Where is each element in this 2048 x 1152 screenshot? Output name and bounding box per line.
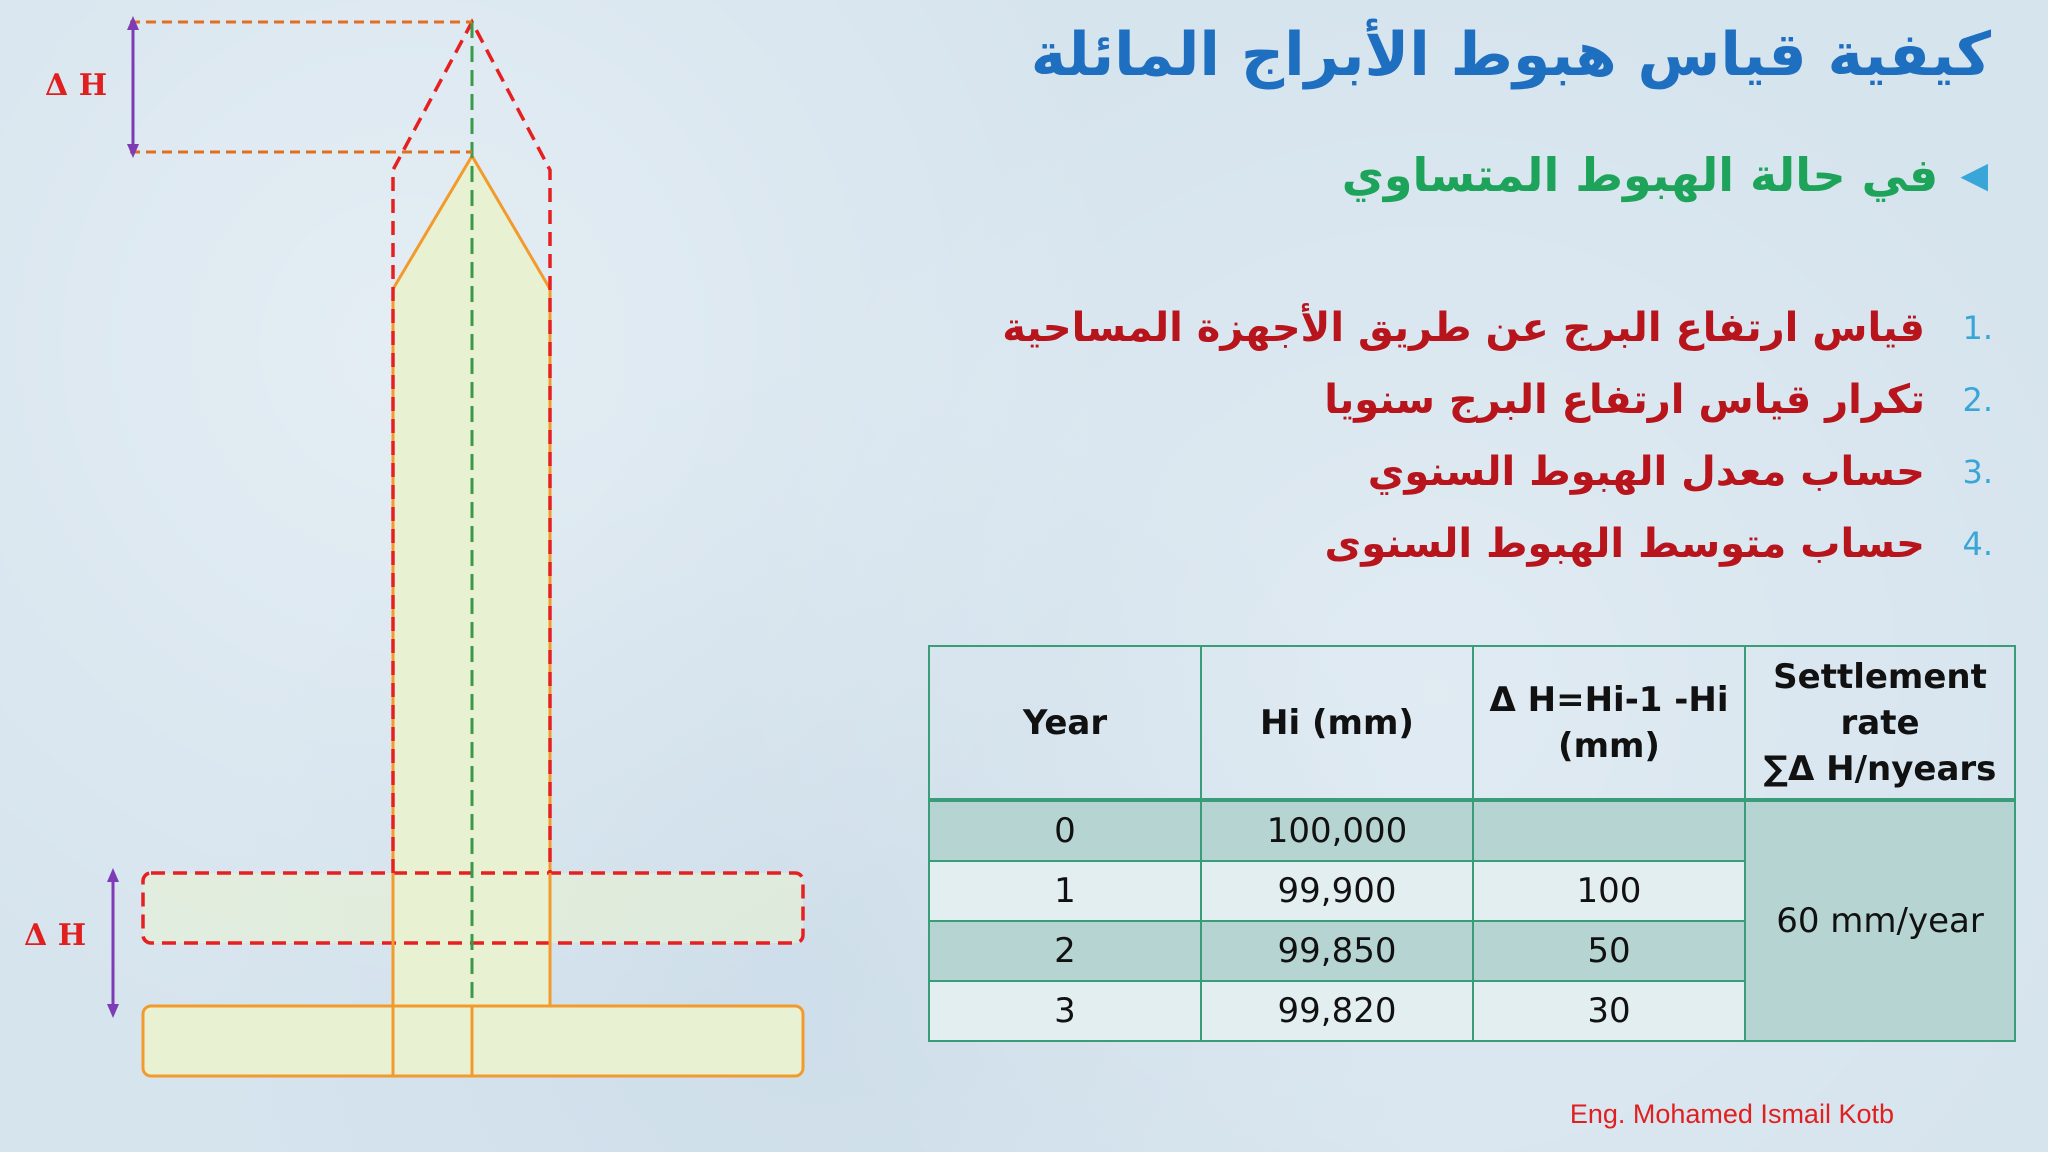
step-item <box>1002 292 1993 364</box>
tower-settlement-diagram <box>0 0 900 1152</box>
author-signature: Eng. Mohamed Ismail Kotb <box>1569 1099 1894 1129</box>
delta-h-label-top: Δ H <box>45 68 108 103</box>
header-hi: Hi (mm) <box>1201 646 1473 800</box>
step-number: .4 <box>1962 525 1993 563</box>
cell-hi: 100,000 <box>1201 800 1473 861</box>
step-number: .2 <box>1962 381 1993 419</box>
header-year: Year <box>929 646 1201 800</box>
header-rate-line1: Settlement <box>1773 656 1987 697</box>
step-text: حساب متوسط الهبوط السنوى <box>1324 521 1925 567</box>
step-text: تكرار قياس ارتفاع البرج سنويا <box>1324 377 1925 423</box>
cell-year: 2 <box>929 921 1201 981</box>
table-row <box>929 800 2015 861</box>
step-text: حساب معدل الهبوط السنوي <box>1367 449 1925 495</box>
delta-h-label-bottom: Δ H <box>24 918 87 953</box>
step-item <box>1002 364 1993 436</box>
top-dimension-arrow <box>127 16 139 158</box>
step-number: .3 <box>1962 453 1993 491</box>
header-delta-h-line1: Δ H=Hi-1 -Hi <box>1489 679 1729 720</box>
settlement-table <box>928 645 2016 1042</box>
triangle-bullet-icon: ◀ <box>1960 154 1988 196</box>
cell-hi: 99,900 <box>1201 861 1473 921</box>
bottom-dimension-arrow <box>107 868 119 1018</box>
header-delta-h <box>1473 646 1745 800</box>
cell-year: 1 <box>929 861 1201 921</box>
cell-hi: 99,820 <box>1201 981 1473 1041</box>
step-text: قياس ارتفاع البرج عن طريق الأجهزة المساحية <box>1002 305 1925 351</box>
step-item <box>1002 436 1993 508</box>
cell-hi: 99,850 <box>1201 921 1473 981</box>
header-rate-line2: rate <box>1840 702 1920 743</box>
cell-settlement-rate: 60 mm/year <box>1745 800 2015 1041</box>
steps-list <box>1002 292 1993 580</box>
step-item <box>1002 508 1993 580</box>
cell-delta-h: 100 <box>1473 861 1745 921</box>
table-header-row <box>929 646 2015 800</box>
cell-delta-h: 30 <box>1473 981 1745 1041</box>
subtitle-bullet <box>1342 148 1988 202</box>
header-delta-h-line2: (mm) <box>1558 725 1660 766</box>
cell-delta-h <box>1473 800 1745 861</box>
step-number: .1 <box>1962 309 1993 347</box>
header-rate-line3: ∑Δ H/nyears <box>1763 748 1997 789</box>
cell-delta-h: 50 <box>1473 921 1745 981</box>
tower-original-base <box>143 873 803 943</box>
cell-year: 0 <box>929 800 1201 861</box>
subtitle-text: في حالة الهبوط المتساوي <box>1341 148 1939 202</box>
cell-year: 3 <box>929 981 1201 1041</box>
page-title: كيفية قياس هبوط الأبراج المائلة <box>1030 20 1991 90</box>
header-rate <box>1745 646 2015 800</box>
